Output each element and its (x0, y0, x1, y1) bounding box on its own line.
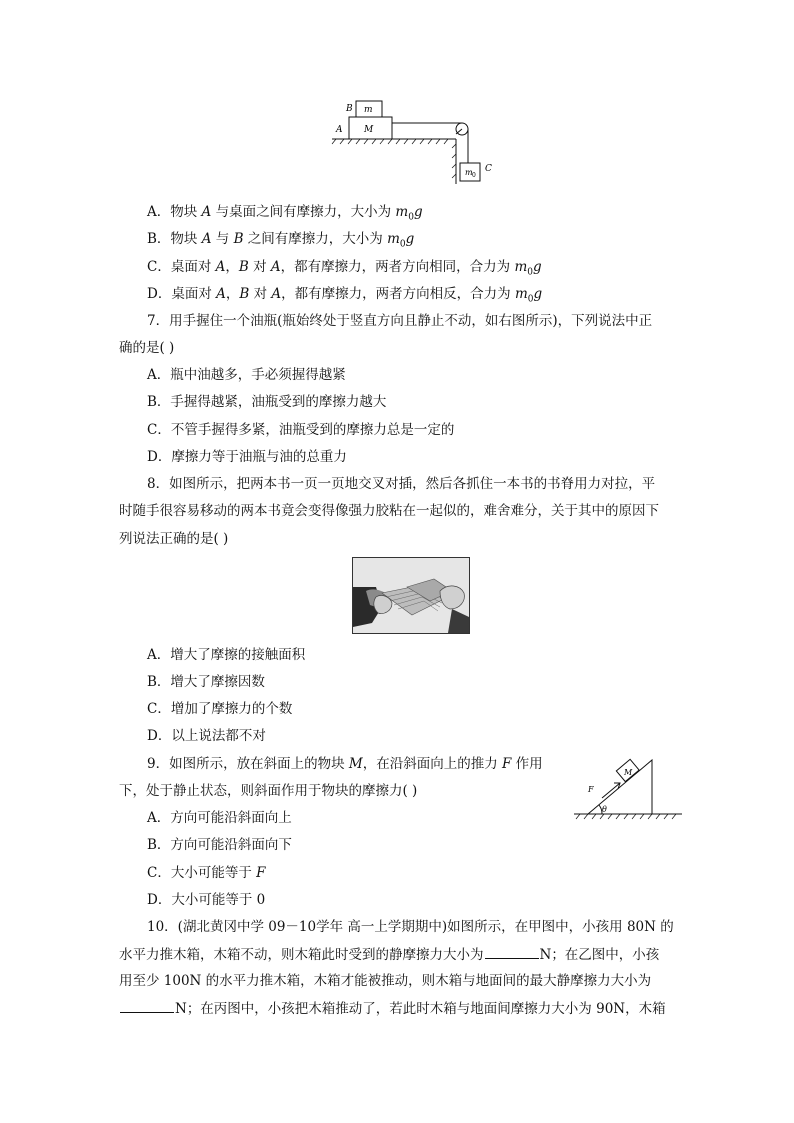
incline-figure (572, 756, 684, 822)
q8-stem-line3: 列说法正确的是( ) (119, 531, 229, 547)
q9-stem-line2: 下，处于静止状态，则斜面作用于物块的摩擦力( ) (119, 783, 418, 799)
q8-stem-line2: 时随手很容易移动的两本书竟会变得像强力胶粘在一起似的，难舍难分，关于其中的原因下 (119, 503, 659, 519)
q6-option-d: D．桌面对 A，B 对 A，都有摩擦力，两者方向相反，合力为 $m_0g$ (147, 286, 543, 305)
q9-option-a: A．方向可能沿斜面向上 (147, 810, 292, 826)
q7-option-a: A．瓶中油越多，手必须握得越紧 (147, 367, 346, 383)
q8-stem-line1: 8．如图所示，把两本书一页一页地交叉对插，然后各抓住一本书的书脊用力对拉，平 (147, 476, 656, 492)
q6-option-b: B．物块 A 与 B 之间有摩擦力，大小为 $m_0g$ (147, 231, 415, 250)
q9-option-c: C．大小可能等于 F (147, 865, 266, 881)
books-photo (352, 557, 470, 634)
q10-stem-line2: 水平力推木箱，木箱不动，则木箱此时受到的静摩擦力大小为 N；在乙图中，小孩 (119, 947, 660, 963)
q8-option-d: D．以上说法都不对 (147, 728, 266, 744)
label-F: F (588, 785, 594, 794)
q9-option-d: D．大小可能等于 0 (147, 892, 266, 908)
label-theta: θ (602, 805, 607, 814)
q10-blank-2[interactable] (120, 999, 174, 1013)
block-pulley-figure (328, 96, 498, 188)
q8-option-c: C．增加了摩擦力的个数 (147, 701, 293, 717)
label-m: m (364, 105, 373, 115)
q9-option-b: B．方向可能沿斜面向下 (147, 837, 292, 853)
q9-stem-line1: 9．如图所示，放在斜面上的物块 M，在沿斜面向上的推力 F 作用 (147, 756, 543, 772)
q8-option-a: A．增大了摩擦的接触面积 (147, 647, 306, 663)
q7-stem-line1: 7．用手握住一个油瓶(瓶始终处于竖直方向且静止不动，如右图所示)，下列说法中正 (147, 313, 653, 329)
q7-option-d: D．摩擦力等于油瓶与油的总重力 (147, 449, 347, 465)
q6-option-a: A．物块 A 与桌面之间有摩擦力，大小为 $m_0g$ (147, 204, 423, 223)
label-M-incline: M (624, 768, 633, 777)
label-m0-sub: 0 (472, 172, 476, 179)
label-B: B (346, 104, 353, 114)
q10-stem-line1: 10．(湖北黄冈中学 09－10学年 高一上学期期中)如图所示，在甲图中，小孩用 80N 的 (147, 919, 674, 935)
q10-stem-line4: N；在丙图中，小孩把木箱推动了，若此时木箱与地面间摩擦力大小为 90N，木箱 (119, 999, 666, 1018)
q10-blank-1[interactable] (485, 945, 539, 959)
label-m0: m (465, 168, 473, 177)
label-M: M (364, 125, 374, 135)
q7-option-c: C．不管手握得多紧，油瓶受到的摩擦力总是一定的 (147, 422, 455, 438)
q6-option-c: C．桌面对 A，B 对 A，都有摩擦力，两者方向相同，合力为 $m_0g$ (147, 259, 542, 278)
q7-stem-line2: 确的是( ) (119, 340, 175, 356)
q7-option-b: B．手握得越紧，油瓶受到的摩擦力越大 (147, 394, 387, 410)
q10-stem-line3: 用至少 100N 的水平力推木箱，木箱才能被推动，则木箱与地面间的最大静摩擦力大小为 (119, 973, 652, 989)
label-A: A (336, 125, 343, 135)
q8-option-b: B．增大了摩擦因数 (147, 674, 265, 690)
label-C: C (485, 164, 492, 174)
